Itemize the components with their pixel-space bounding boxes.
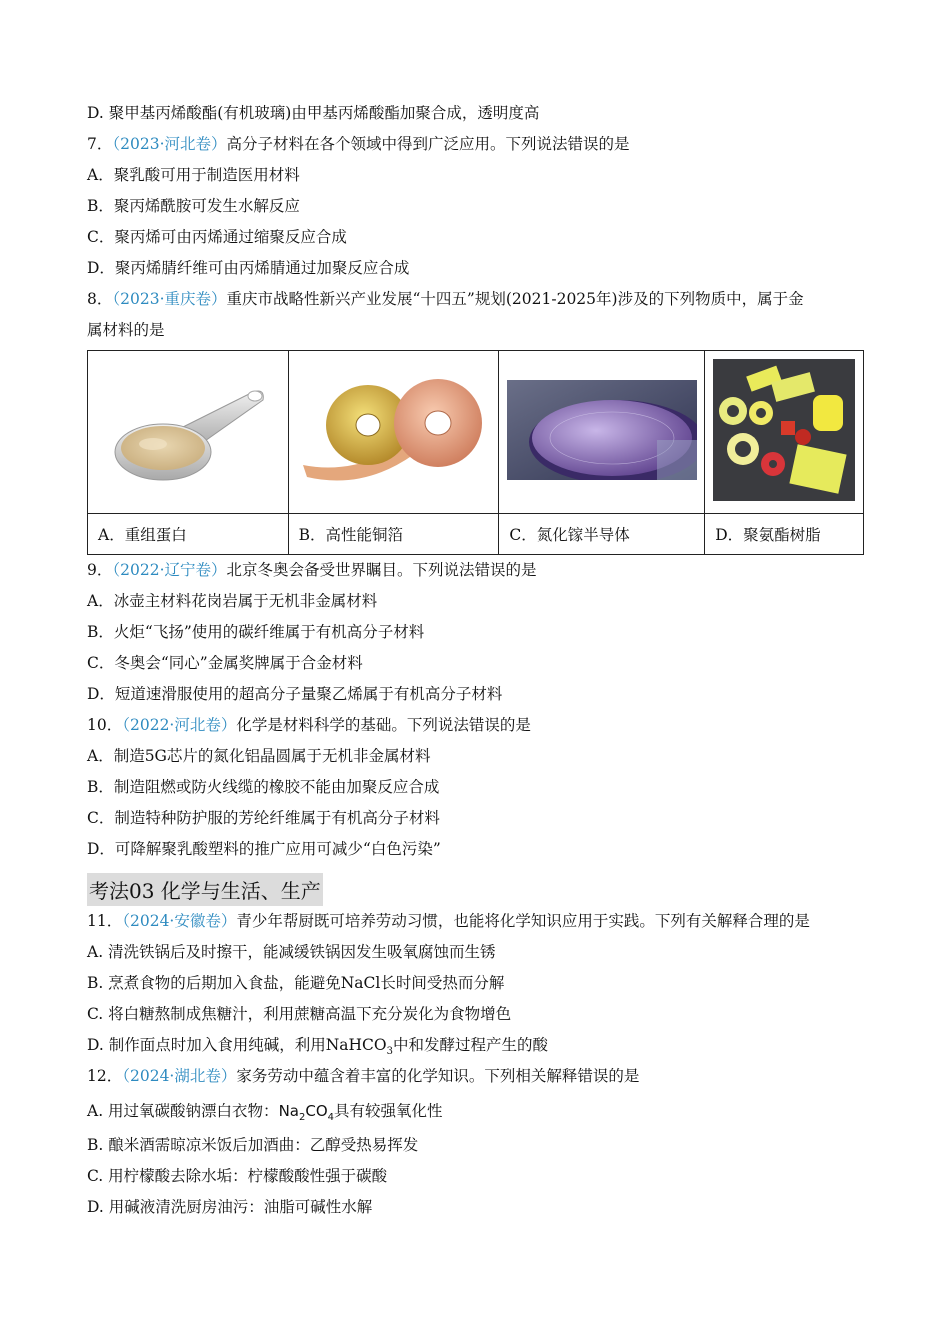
q12-formula-sub2: 4: [327, 1112, 335, 1123]
q8-source: （2023·重庆卷）: [112, 290, 227, 308]
q11-stem-text: 青少年帮厨既可培养劳动习惯，也能将化学知识应用于实践。下列有关解释合理的是: [236, 912, 810, 930]
q8-label-c: C．氮化镓半导体: [499, 514, 705, 555]
q9-stem-text: 北京冬奥会备受世界瞩目。下列说法错误的是: [226, 561, 537, 579]
q12-source: （2024·湖北卷）: [122, 1067, 237, 1085]
q8-stem-line2: 属材料的是: [87, 321, 165, 339]
q7-number: 7．: [87, 135, 113, 153]
protein-powder-scoop-image: [103, 370, 273, 490]
q10-number: 10．: [87, 716, 123, 734]
q12-option-d: D. 用碱液清洗厨房油污：油脂可碱性水解: [87, 1198, 373, 1216]
q8-image-d-cell: [705, 351, 864, 514]
q12-formula-sub1: 2: [298, 1112, 306, 1123]
q9-option-b: B．火炬“飞扬”使用的碳纤维属于有机高分子材料: [87, 623, 425, 641]
q8-choice-table: [87, 350, 864, 555]
q10-option-a: A．制造5G芯片的氮化铝晶圆属于无机非金属材料: [87, 747, 431, 765]
q8-image-a-cell: [88, 351, 289, 514]
q12-option-a-pre: A. 用过氧碳酸钠漂白衣物：: [87, 1102, 279, 1120]
polyurethane-parts-image: [713, 359, 855, 501]
q12-option-c: C. 用柠檬酸去除水垢：柠檬酸酸性强于碳酸: [87, 1167, 388, 1185]
q8-image-b-cell: [288, 351, 499, 514]
q7-stem-text: 高分子材料在各个领域中得到广泛应用。下列说法错误的是: [226, 135, 630, 153]
q12-formula-co: CO: [305, 1102, 328, 1120]
section-heading: 考法03 化学与生活、生产: [87, 873, 323, 906]
q11-source: （2024·安徽卷）: [122, 912, 237, 930]
q8-number: 8．: [87, 290, 113, 308]
q11-option-d-sub: 3: [386, 1046, 393, 1058]
q12-option-a-post: 具有较强氧化性: [334, 1102, 443, 1120]
q7-stem: [87, 129, 863, 160]
q9-stem: [87, 555, 863, 586]
section-heading-wrap: [87, 865, 863, 906]
q8-label-a: A．重组蛋白: [88, 514, 289, 555]
q10-option-b: B．制造阻燃或防火线缆的橡胶不能由加聚反应合成: [87, 778, 440, 796]
document-page: [87, 98, 863, 1223]
q10-stem-text: 化学是材料科学的基础。下列说法错误的是: [236, 716, 531, 734]
q6-option-d: D. 聚甲基丙烯酸酯(有机玻璃)由甲基丙烯酸酯加聚合成，透明度高: [87, 104, 540, 122]
q11-option-d-post: 中和发酵过程产生的酸: [393, 1036, 549, 1054]
q8-stem: [87, 284, 863, 315]
q9-option-c: C．冬奥会“同心”金属奖牌属于合金材料: [87, 654, 363, 672]
q12-option-b: B. 酿米酒需晾凉米饭后加酒曲：乙醇受热易挥发: [87, 1136, 419, 1154]
q8-image-c-cell: [499, 351, 705, 514]
q9-option-a: A．冰壶主材料花岗岩属于无机非金属材料: [87, 592, 378, 610]
q11-option-b: B. 烹煮食物的后期加入食盐，能避免NaCl长时间受热而分解: [87, 974, 505, 992]
q12-stem-text: 家务劳动中蕴含着丰富的化学知识。下列相关解释错误的是: [236, 1067, 640, 1085]
q11-number: 11．: [87, 912, 123, 930]
q10-option-c: C．制造特种防护服的芳纶纤维属于有机高分子材料: [87, 809, 440, 827]
q10-stem: [87, 710, 863, 741]
q9-number: 9．: [87, 561, 113, 579]
q8-label-d: D．聚氨酯树脂: [705, 514, 864, 555]
gan-wafer-image: [507, 380, 697, 480]
q10-source: （2022·河北卷）: [122, 716, 237, 734]
q8-stem-text: 重庆市战略性新兴产业发展“十四五”规划(2021-2025年)涉及的下列物质中，属于金: [226, 290, 804, 308]
q11-option-a: A. 清洗铁锅后及时擦干，能减缓铁锅因发生吸氧腐蚀而生锈: [87, 943, 496, 961]
q12-option-a: [87, 1092, 863, 1130]
q10-option-d: D．可降解聚乳酸塑料的推广应用可减少“白色污染”: [87, 840, 441, 858]
q11-option-c: C. 将白糖熬制成焦糖汁，利用蔗糖高温下充分炭化为食物增色: [87, 1005, 512, 1023]
q12-formula: [278, 1102, 335, 1123]
q12-stem: [87, 1061, 863, 1092]
q11-option-d-pre: D. 制作面点时加入食用纯碱，利用NaHCO: [87, 1036, 387, 1054]
q7-source: （2023·河北卷）: [112, 135, 227, 153]
copper-foil-rolls-image: [293, 365, 493, 495]
q7-option-b: B．聚丙烯酰胺可发生水解反应: [87, 197, 300, 215]
q9-option-d: D．短道速滑服使用的超高分子量聚乙烯属于有机高分子材料: [87, 685, 503, 703]
q11-stem: [87, 906, 863, 937]
q12-number: 12．: [87, 1067, 123, 1085]
q7-option-d: D．聚丙烯腈纤维可由丙烯腈通过加聚反应合成: [87, 259, 410, 277]
q11-option-d: [87, 1030, 863, 1061]
q7-option-c: C．聚丙烯可由丙烯通过缩聚反应合成: [87, 228, 347, 246]
q12-formula-na: Na: [278, 1102, 299, 1120]
q7-option-a: A．聚乳酸可用于制造医用材料: [87, 166, 300, 184]
q8-label-b: B．高性能铜箔: [288, 514, 499, 555]
q9-source: （2022·辽宁卷）: [112, 561, 227, 579]
